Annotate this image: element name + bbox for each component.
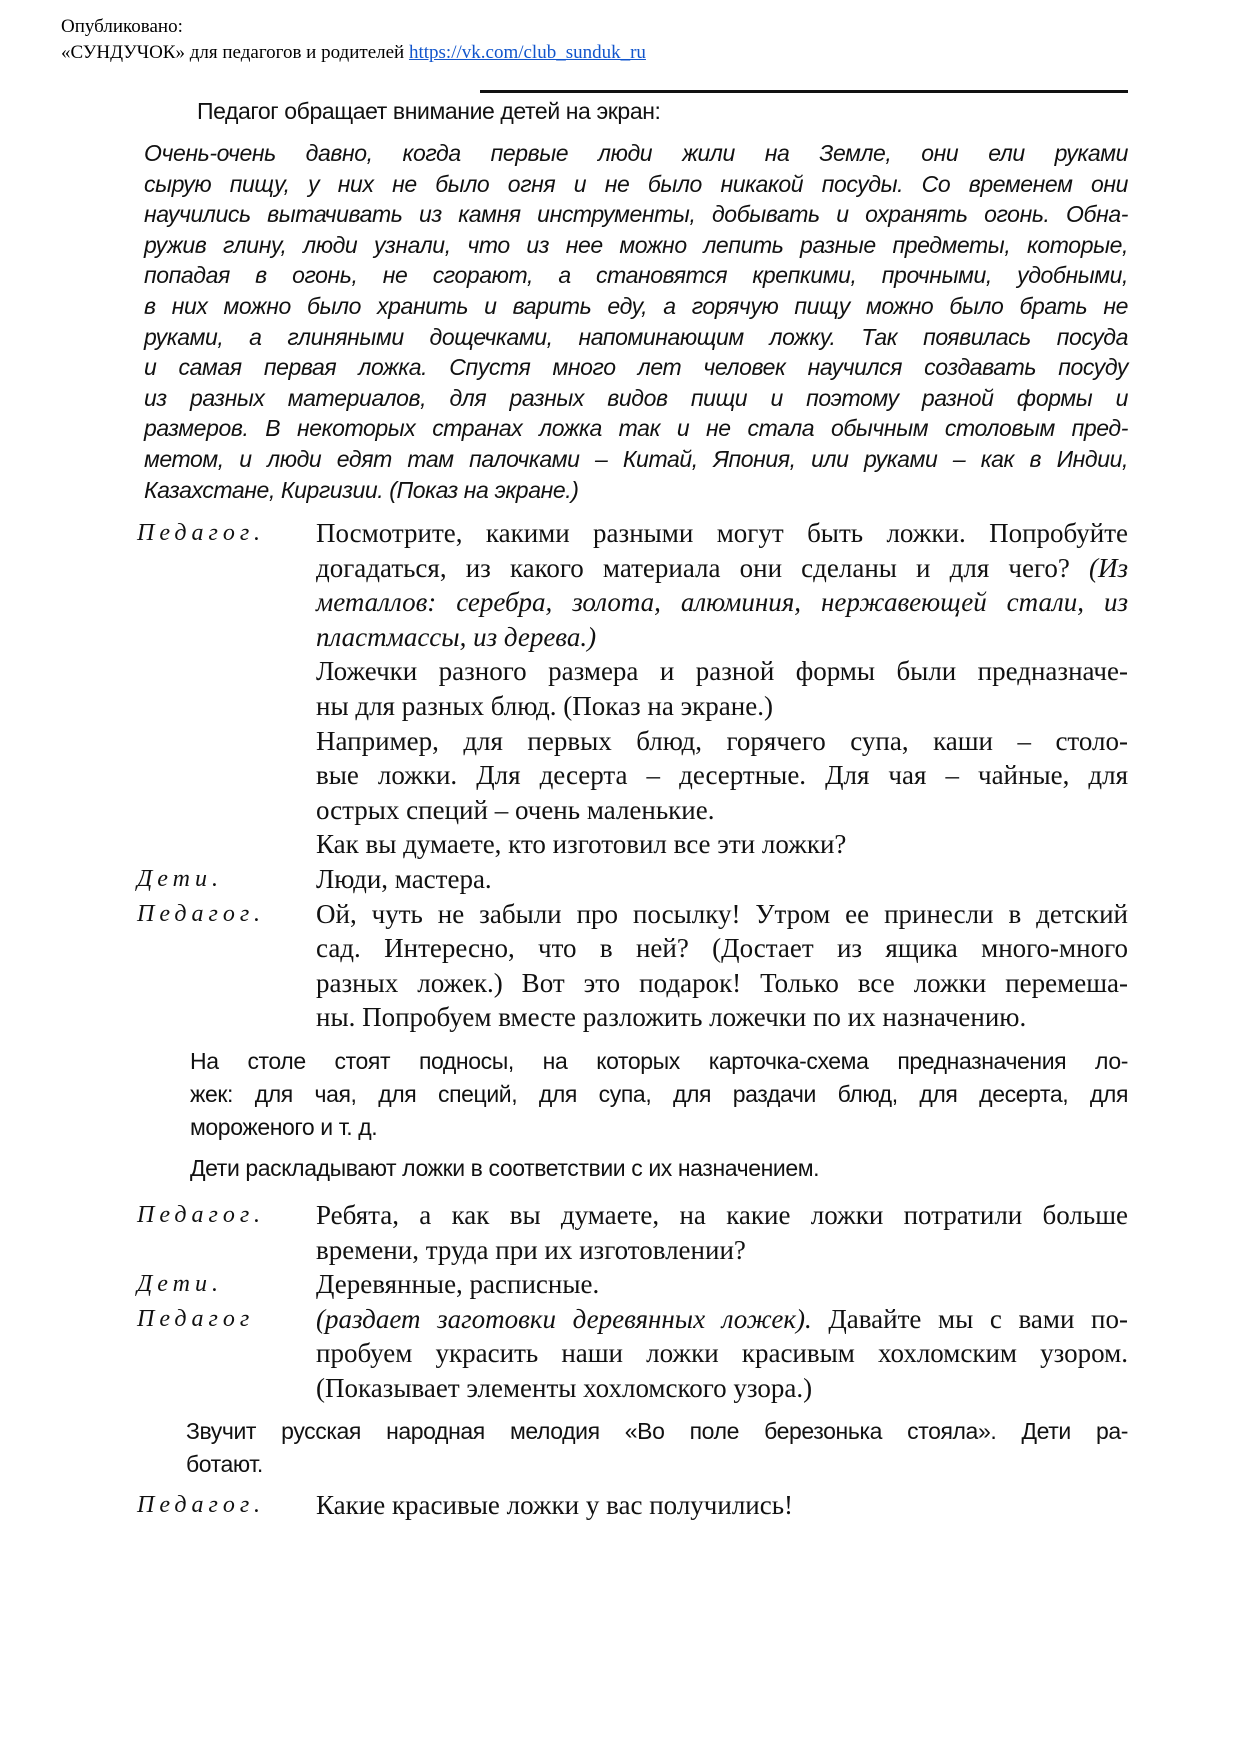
dialogue-entry [137,897,1128,1035]
text-line: размеров. В некоторых странах ложка так и не стала обычным столовым пред- [144,415,1128,442]
italic-segment: (Из [1088,552,1128,583]
text-segment: догадаться, из какого материала они сделаны и для чего? [316,552,1089,583]
speech-text [316,862,1128,897]
text-line [316,551,1128,586]
text-line: научились вытачивать из камня инструменты, добывать и охранять огонь. Обна- [144,201,1128,228]
text-line: острых специй – очень маленькие. [316,794,715,825]
speaker-label: Педагог [137,1305,255,1332]
text-line: На столе стоят подносы, на которых карточка-схема предназначения ло- [190,1048,1128,1074]
text-line [316,585,1128,620]
text-line: ны для разных блюд. (Показ на экране.) [316,690,773,721]
text-line: пробуем украсить наши ложки красивым хохломским узором. [316,1338,1128,1369]
speech-text [316,1488,1128,1523]
speaker-label: Педагог. [137,1202,265,1228]
text-line: вые ложки. Для десерта – десертные. Для чая – чайные, для [316,760,1128,791]
divider-rule [480,90,1128,93]
text-line: руками, а глиняными дощечками, напоминающим ложку. Так появилась посуда [144,323,1128,350]
dialogue-entry [137,516,1128,862]
italic-segment: металлов: серебра, золота, алюминия, нержавеющей стали, из [316,587,1128,618]
italic-segment: пластмассы, из дерева.) [316,621,597,652]
text-line: Посмотрите, какими разными могут быть ложки. Попробуйте [316,518,1128,548]
stage-note-2: Дети раскладывают ложки в соответствии с их назначением. [190,1155,820,1181]
dialogue-entry [137,1198,1128,1267]
dialogue-section-3 [137,1488,1128,1523]
speaker-label: Педагог. [137,900,265,927]
speaker-label: Педагог. [137,1492,265,1518]
text-line: сырую пищу, у них не было огня и не было никакой посуды. Со временем они [144,170,1128,197]
source-link[interactable]: https://vk.com/club_sunduk_ru [408,42,646,63]
dialogue-entry [137,1267,1128,1302]
source-name: «СУНДУЧОК» для педагогов и родителей [61,42,405,63]
text-line: из разных материалов, для разных видов пищи и поэтому разной формы и [144,384,1128,411]
text-line: ны. Попробуем вместе разложить ложечки по их назначению. [316,1002,1027,1033]
dialogue-section-1 [137,516,1128,1035]
speaker-label: Педагог. [137,520,265,546]
text-line: Например, для первых блюд, горячего супа, каши – столо- [316,725,1128,756]
story-paragraph [144,138,1128,505]
text-line: (Показывает элементы хохломского узора.) [316,1372,813,1403]
text-line: попадая в огонь, не сгорают, а становятся крепкими, прочными, удобными, [144,262,1128,289]
text-line: мороженого и т. д. [190,1114,378,1140]
dialogue-entry [137,1302,1128,1406]
text-line [316,1302,1128,1337]
speech-text [316,1198,1128,1267]
speech-text [316,1302,1128,1406]
source-line [61,42,646,64]
dialogue-section-2 [137,1198,1128,1406]
text-line: ружив глину, люди узнали, что из нее можно лепить разные предметы, которые, [144,231,1128,258]
stage-note-3 [186,1415,1128,1481]
text-line: Ой, чуть не забыли про посылку! Утром ее принесли в детский [316,898,1128,929]
text-line: Люди, мастера. [316,863,492,894]
text-line: жек: для чая, для специй, для супа, для раздачи блюд, для десерта, для [190,1081,1128,1107]
text-line: времени, труда при их изготовлении? [316,1234,746,1265]
text-line: метом, и люди едят там палочками – Китай, Япония, или руками – как в Индии, [144,445,1128,472]
text-line: Ребята, а как вы думаете, на какие ложки потратили больше [316,1200,1128,1230]
text-line: Звучит русская народная мелодия «Во поле березонька стояла». Дети ра- [186,1418,1128,1444]
text-line: Казахстане, Киргизии. (Показ на экране.) [144,476,579,503]
text-line: Деревянные, расписные. [316,1269,600,1300]
text-line: в них можно было хранить и варить еду, а горячую пищу можно было брать не [144,292,1128,319]
speech-text [316,897,1128,1035]
dialogue-entry [137,862,1128,897]
text-line: Какие красивые ложки у вас получились! [316,1490,794,1520]
text-line: ботают. [186,1451,263,1477]
italic-segment: (раздает заготовки деревянных ложек). [316,1303,812,1334]
speech-text [316,1267,1128,1302]
lead-text: Педагог обращает внимание детей на экран: [197,98,661,124]
stage-note-1 [190,1045,1128,1144]
text-line [316,620,1128,655]
text-line: разных ложек.) Вот это подарок! Только все ложки перемеша- [316,967,1128,998]
text-line: Как вы думаете, кто изготовил все эти ложки? [316,829,847,860]
text-line: Очень-очень давно, когда первые люди жили на Земле, они ели руками [144,140,1128,166]
dialogue-entry [137,1488,1128,1523]
text-segment: Давайте мы с вами по- [811,1303,1128,1334]
text-line: сад. Интересно, что в ней? (Достает из ящика много-много [316,933,1128,964]
published-label: Опубликовано: [61,16,183,37]
speaker-label: Дети. [137,1271,223,1298]
speech-text [316,516,1128,862]
text-line: и самая первая ложка. Спустя много лет человек научился создавать посуду [144,354,1128,381]
text-line: Ложечки разного размера и разной формы были предназначе- [316,656,1128,687]
speaker-label: Дети. [137,865,223,892]
